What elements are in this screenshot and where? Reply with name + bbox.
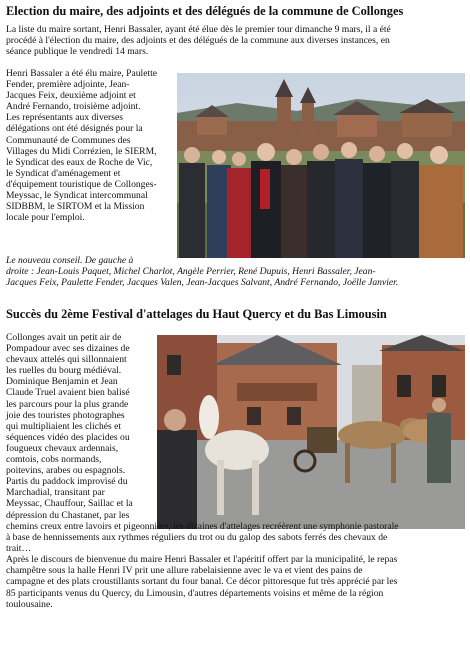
article1-intro-line: procédé à l'élection du maire, des adjoints et des délégués de la commune aux diverses instances, en [6, 35, 390, 47]
article1-intro-line: La liste du maire sortant, Henri Bassaler, ayant été élue dès le premier tour dimanche 9 mars, il a été [6, 24, 391, 35]
article1-line: Les représentants aux diverses [6, 112, 123, 124]
article2-line: Pompadour avec ses dizaines de [6, 343, 130, 355]
horse-carriage-illustration [157, 335, 465, 529]
article2-line: les parcours pour la plus grande [6, 398, 129, 410]
article1-line: le Syndicat d'aménagement et [6, 167, 121, 179]
article2-full-line: trait… [6, 543, 32, 555]
article2-full-line: champêtre sous la halle Henri IV prit une allure rabelaisienne avec le va et vient des pains de [6, 565, 363, 577]
article2-full-text [6, 521, 464, 610]
article1-line: Fender, première adjointe, Jean- [6, 79, 130, 91]
article1-title: Election du maire, des adjoints et des délégués de la commune de Collonges [6, 4, 404, 18]
article1-line: Communauté de Communes des [6, 134, 131, 146]
article2-title: Succès du 2ème Festival d'attelages du Haut Quercy et du Bas Limousin [6, 307, 387, 321]
caption-line: droite : Jean-Louis Paquet, Michel Charlot, Angèle Perrier, René Dupuis, Henri Bassaler, Jean- [6, 266, 376, 278]
article2-line: chevaux attelés qui sillonnaient [6, 354, 127, 366]
article2-line: poitevins, arabes ou espagnols. [6, 465, 126, 477]
article2-full-line: toulousaine. [6, 598, 53, 610]
article2-full-line: à base de hennissements aux rythmes réguliers du trot ou du galop des sabots ferrés des chevaux de [6, 532, 388, 544]
article2-full-line: chemins creux entre lavoirs et pigeonniers, les dizaines d'attelages recréèrent une symphonie pastorale [6, 521, 399, 532]
article1-line: Meyssac, le Syndicat intercommunal [6, 190, 148, 202]
article1-line: Jacques Feix, deuxième adjoint et [6, 90, 136, 102]
article1-caption [6, 255, 464, 288]
article2-line: qui multipliaient les clichés et [6, 420, 122, 432]
article1-line: Villages du Midi Corrézien, le SIERM, [6, 145, 157, 157]
article2-line: fougueux chevaux ardennais, [6, 442, 119, 454]
article2-line: dépression du Chastanet, par les [6, 509, 130, 521]
article1-intro-line: séance publique le vendredi 14 mars. [6, 46, 149, 58]
article2-full-line: Après le discours de bienvenue du maire Henri Bassaler et l'apéritif offert par la municipalité, le repas [6, 554, 398, 566]
article2-line: comtois, cobs normands, [6, 454, 102, 466]
caption-line: Jacques Feix, Paulette Fender, Jacques Valen, Jean-Jacques Salvant, André Fernando, Joëlle Janvier. [6, 277, 399, 289]
article2-line: Claude Truel avaient bien balisé [6, 387, 130, 399]
article2-line: joie des touristes photographes [6, 409, 125, 421]
article2-line: les ruelles du bourg médiéval. [6, 365, 122, 377]
article1-line: Henri Bassaler a été élu maire, Paulette [6, 68, 158, 79]
article1-column-text [6, 68, 178, 223]
council-group-illustration [177, 73, 465, 258]
article2-full-line: 85 participants venus du Quercy, du Limousin, d'autres départements voisins et même de la région [6, 587, 384, 599]
article1-line: d'équipement touristique de Collonges- [6, 178, 157, 190]
article2-column-text [6, 332, 156, 521]
article1-line: André Fernando, troisième adjoint. [6, 101, 141, 113]
article2-line: Partis du paddock improvisé du [6, 476, 128, 488]
article1-line: le Syndicat des eaux de Roche de Vic, [6, 156, 153, 168]
article2-line: Dominique Benjamin et Jean [6, 376, 118, 388]
article2-line: Marchadial, transitant par [6, 487, 105, 499]
article1-intro [6, 24, 464, 57]
council-group-photo [177, 73, 465, 258]
article2-line: séquences vidéo des placides ou [6, 431, 130, 443]
caption-line: Le nouveau conseil. De gauche à [6, 255, 134, 266]
article1-line: délégations ont été désignés pour la [6, 123, 143, 135]
article2-full-line: campagne et des plats croustillants sortant du four banal. Ce décor pittoresque fut très apprécié par les [6, 576, 398, 588]
horse-carriage-photo [157, 335, 465, 529]
article2-line: Meyssac, Chauffour, Saillac et la [6, 498, 133, 510]
article1-line: locale pour l'emploi. [6, 212, 85, 224]
article1-line: SIDBBM, le SIRTOM et la Mission [6, 201, 145, 213]
article2-line: Collonges avait un petit air de [6, 332, 122, 343]
